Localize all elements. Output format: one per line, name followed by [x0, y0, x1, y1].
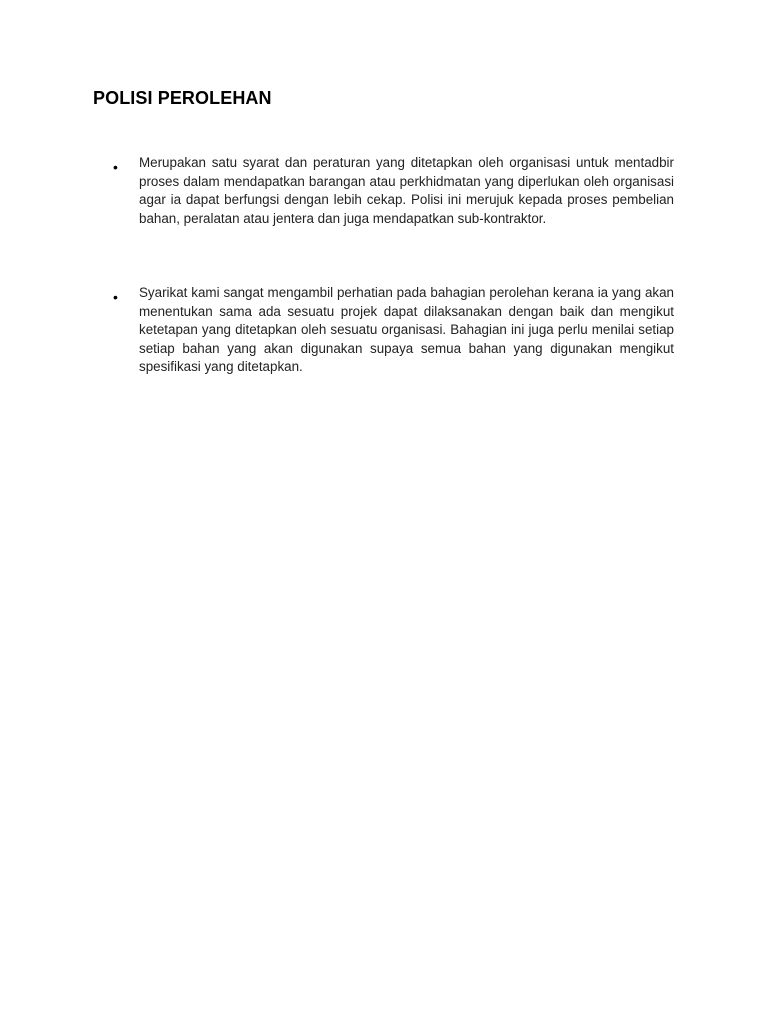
bullet-icon: •	[113, 289, 118, 305]
bullet-paragraph: Merupakan satu syarat dan peraturan yang ditetapkan oleh organisasi untuk mentadbir proses dalam mendapatkan barangan atau perkhidmatan yang diperlukan oleh organisasi agar ia dapat berfungsi dengan lebih cekap. Polisi ini merujuk kepada proses pembelian bahan, peralatan atau jentera dan juga mendapatkan sub-kontraktor.	[139, 155, 674, 226]
bullet-icon: •	[113, 159, 118, 175]
bullet-paragraph: Syarikat kami sangat mengambil perhatian pada bahagian perolehan kerana ia yang akan menentukan sama ada sesuatu projek dapat dilaksanakan dengan baik dan mengikut ketetapan yang ditetapkan oleh sesuatu organisasi. Bahagian ini juga perlu menilai setiap setiap bahan yang akan digunakan supaya semua bahan yang digunakan mengikut spesifikasi yang ditetapkan.	[139, 285, 674, 375]
page-title: POLISI PEROLEHAN	[93, 88, 272, 108]
